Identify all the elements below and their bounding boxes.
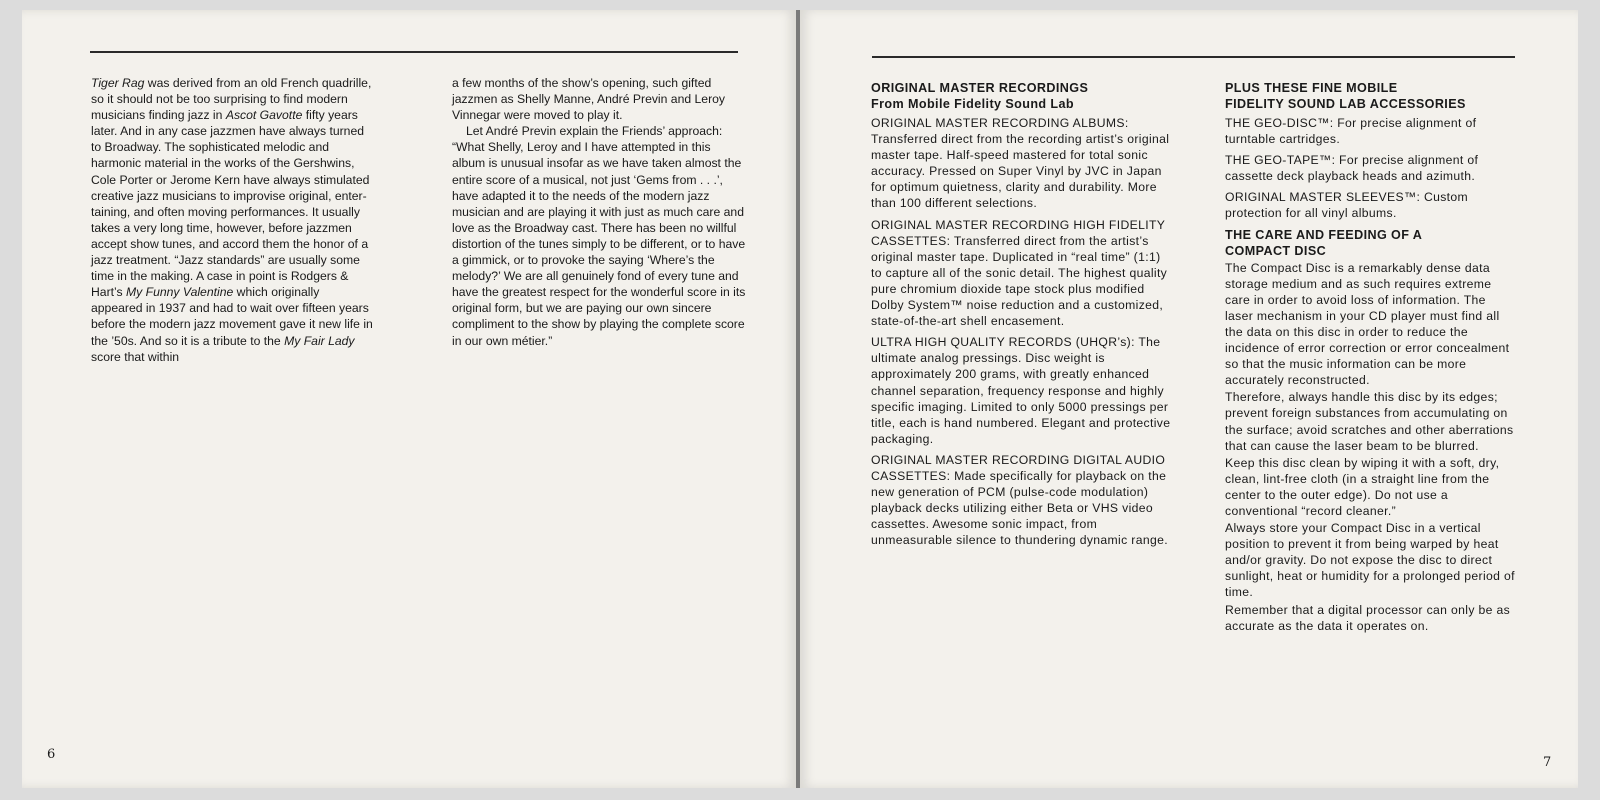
care-paragraph: The Compact Disc is a remarkably dense data storage medium and as such requires extreme care in order to avoid loss of information. The laser mechanism in your CD player must find all the data on this disc in order to reduce the incidence of error correction or error concealment so that the music information can be more accurately reconstructed.	[1225, 260, 1510, 388]
product-paragraph: ORIGINAL MASTER RECORDING HIGH FIDELITY CASSETTES: Transferred direct from the artist’s original master tape. Duplicated in “real time” (1:1) to capture all of the sonic detail. The highest quality pure chromium dioxide tape stock plus modified Dolby System™ noise reduction and a customized, state-of-the-art shell encasement.	[871, 217, 1168, 329]
product-paragraph: ORIGINAL MASTER RECORDING ALBUMS: Transferred direct from the recording artist’s original master tape. Half-speed mastered for total sonic accuracy. Pressed on Super Vinyl by JVC in Japan for optimum quietness, clarity and durability. More than 100 different selections.	[871, 116, 1170, 211]
care-paragraph: Remember that a digital processor can only be as accurate as the data it operates on.	[1225, 602, 1511, 633]
right-column-2	[1225, 80, 1515, 639]
care-paragraph: Always store your Compact Disc in a vertical position to prevent it from being warped by heat and/or gravity. Do not expose the disc to direct sunlight, heat or humidity for a prolonged period of time.	[1225, 521, 1515, 600]
product-paragraph: ORIGINAL MASTER RECORDING DIGITAL AUDIO CASSETTES: Made specifically for playback on the new generation of PCM (pulse-code modulation) playback decks utilizing either Beta or VHS video cassettes. Awesome sonic impact, from unmeasurable silence to thundering dynamic range.	[871, 452, 1168, 548]
accessory-paragraph: THE GEO-TAPE™: For precise alignment of cassette deck playback heads and azimuth.	[1225, 153, 1479, 184]
accessories-heading-1: PLUS THESE FINE MOBILE	[1225, 81, 1398, 95]
text-run: score that within	[91, 349, 180, 364]
italic-title-run: My Fair Lady	[284, 333, 355, 348]
left-col2-paragraph-1: a few months of the show’s opening, such gifted jazzmen as Shelly Manne, André Previn and Leroy Vinnegar were moved to play it.	[452, 76, 726, 123]
italic-title-run: My Funny Valentine	[126, 285, 234, 300]
left-top-rule	[90, 51, 738, 53]
left-col2-paragraph-2: Let André Previn explain the Friends’ approach: “What Shelly, Leroy and I have attempted in this album is unusual insofar as we have taken almost the entire score of a musical, not just ‘Gems from . . .’, have adapted it to the needs of the modern jazz musician and are playing it with just as much care and love as the Broadway cast. There has been no willful distortion of the tunes simply to be different, or to have a gimmick, or to provoke the saying ‘Where’s the melody?’ We are all genuinely fond of every tune and have the greatest respect for the wonderful score in its original form, but we are paying our own sincere compliment to the show by playing the complete score in our own métier.”	[452, 124, 746, 348]
italic-title-run: Tiger Rag	[91, 76, 145, 90]
accessory-paragraph: THE GEO-DISC™: For precise alignment of turntable cartridges.	[1225, 116, 1477, 147]
care-paragraph: Keep this disc clean by wiping it with a soft, dry, clean, lint-free cloth (in a straight line from the center to the outer edge). Do not use a conventional “record cleaner.”	[1225, 455, 1500, 518]
accessories-heading-2: FIDELITY SOUND LAB ACCESSORIES	[1225, 97, 1466, 111]
text-run: which originally appeared in 1937 and had to wait over fifteen years before the modern jazz movement gave it new life in the ’50s. And so it is a tribute to the	[91, 285, 373, 348]
left-col1-paragraph	[91, 75, 373, 365]
mobile-fidelity-heading-2: From Mobile Fidelity Sound Lab	[871, 97, 1075, 111]
page-number-left: 6	[47, 747, 56, 762]
care-heading-2: COMPACT DISC	[1225, 243, 1327, 258]
left-column-1	[91, 75, 373, 365]
right-column-1	[871, 80, 1171, 553]
text-run: was derived from an old French quadrille, so it should not be too surprising to find modern musicians finding jazz in	[91, 76, 372, 123]
text-run: fifty years later. And in any case jazzmen have always turned to Broadway. The sophisticated melodic and harmonic material in the works of the Gershwins, Cole Porter or Jerome Kern have always stimulated creative jazz musicians to improvise original, enter-taining, and often moving performances. It usually takes a very long time, however, before jazzmen accept show tunes, and accord them the honor of a jazz treatment. “Jazz standards” are usually some time in the making. A case in point is Rodgers & Hart’s	[91, 108, 370, 300]
mobile-fidelity-heading-1: ORIGINAL MASTER RECORDINGS	[871, 81, 1089, 95]
product-paragraph: ULTRA HIGH QUALITY RECORDS (UHQR’s): The ultimate analog pressings. Disc weight is approximately 200 grams, with greatly enhanced channel separation, frequency response and highly specific imaging. Limited to only 5000 pressings per title, each is hand numbered. Elegant and protective packaging.	[871, 335, 1171, 446]
italic-title-run: Ascot Gavotte	[225, 108, 303, 123]
page-number-right: 7	[1543, 755, 1552, 770]
care-heading-1: THE CARE AND FEEDING OF A	[1225, 227, 1423, 242]
left-column-2	[452, 75, 746, 349]
accessory-paragraph: ORIGINAL MASTER SLEEVES™: Custom protection for all vinyl albums.	[1225, 190, 1469, 221]
care-paragraph: Therefore, always handle this disc by its edges; prevent foreign substances from accumulating on the surface; avoid scratches and other aberrations that can cause the laser beam to be blurred.	[1225, 390, 1514, 453]
right-top-rule	[872, 56, 1515, 58]
